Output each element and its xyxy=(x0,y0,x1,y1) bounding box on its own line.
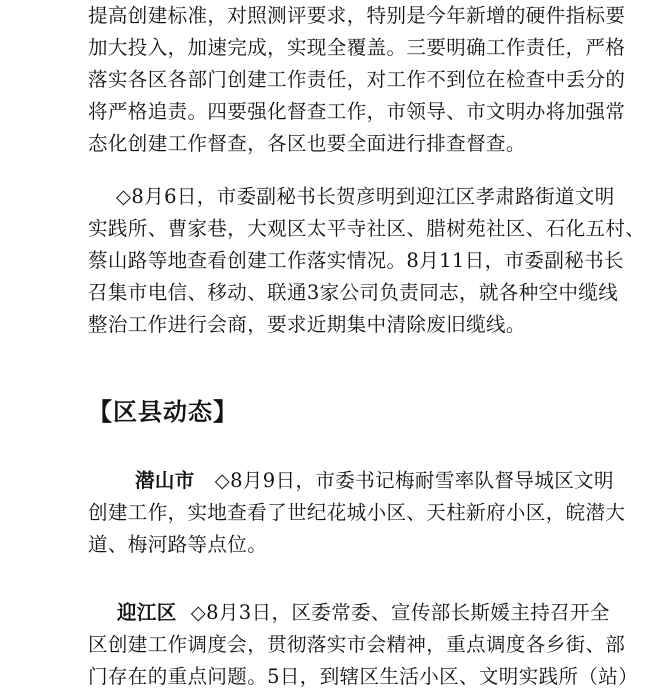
text-line: 区创建工作调度会，贯彻落实市会精神，重点调度各乡街、部 xyxy=(88,633,626,656)
text-line: 提高创建标准，对照测评要求，特别是今年新增的硬件指标要 xyxy=(88,4,626,27)
paragraph-work-requirements xyxy=(88,0,626,160)
text-line: 道、梅河路等点位。 xyxy=(88,533,268,556)
text-line: 实践所、曹家巷，大观区太平寺社区、腊树苑社区、石化五村、 xyxy=(88,217,646,240)
text-segment: ◇8月3日，区委常委、宣传部长斯媛主持召开全 xyxy=(190,601,610,624)
text-line: ◇8月6日，市委副秘书长贺彦明到迎江区孝肃路街道文明 xyxy=(116,185,615,208)
text-line: 蔡山路等地查看创建工作落实情况。8月11日，市委副秘书长 xyxy=(88,249,624,272)
paragraph-qianshan xyxy=(88,465,626,561)
text-line xyxy=(88,465,614,497)
paragraph-city-inspection xyxy=(88,181,646,341)
text-line: 加大投入，加速完成，实现全覆盖。三要明确工作责任，严格 xyxy=(88,36,626,59)
text-segment: ◇8月9日，市委书记梅耐雪率队督导城区文明 xyxy=(214,469,614,492)
text-line xyxy=(88,597,610,629)
text-line: 召集市电信、移动、联通3家公司负责同志，就各种空中缆线 xyxy=(88,281,619,304)
text-line: 整治工作进行会商，要求近期集中清除废旧缆线。 xyxy=(88,313,526,336)
district-label: 潜山市 xyxy=(135,469,195,492)
text-line: 落实各区各部门创建工作责任，对工作不到位在检查中丢分的 xyxy=(88,68,626,91)
section-heading: 【区县动态】 xyxy=(88,398,238,426)
text-line: 创建工作，实地查看了世纪花城小区、天柱新府小区，皖潜大 xyxy=(88,501,626,524)
district-label: 迎江区 xyxy=(117,601,177,624)
text-line: 将严格追责。四要强化督查工作，市领导、市文明办将加强常 xyxy=(88,100,626,123)
paragraph-yingjiang xyxy=(88,597,639,693)
text-line: 态化创建工作督查，各区也要全面进行排查督查。 xyxy=(88,132,526,155)
text-line: 门存在的重点问题。5日，到辖区生活小区、文明实践所（站） xyxy=(88,665,639,688)
